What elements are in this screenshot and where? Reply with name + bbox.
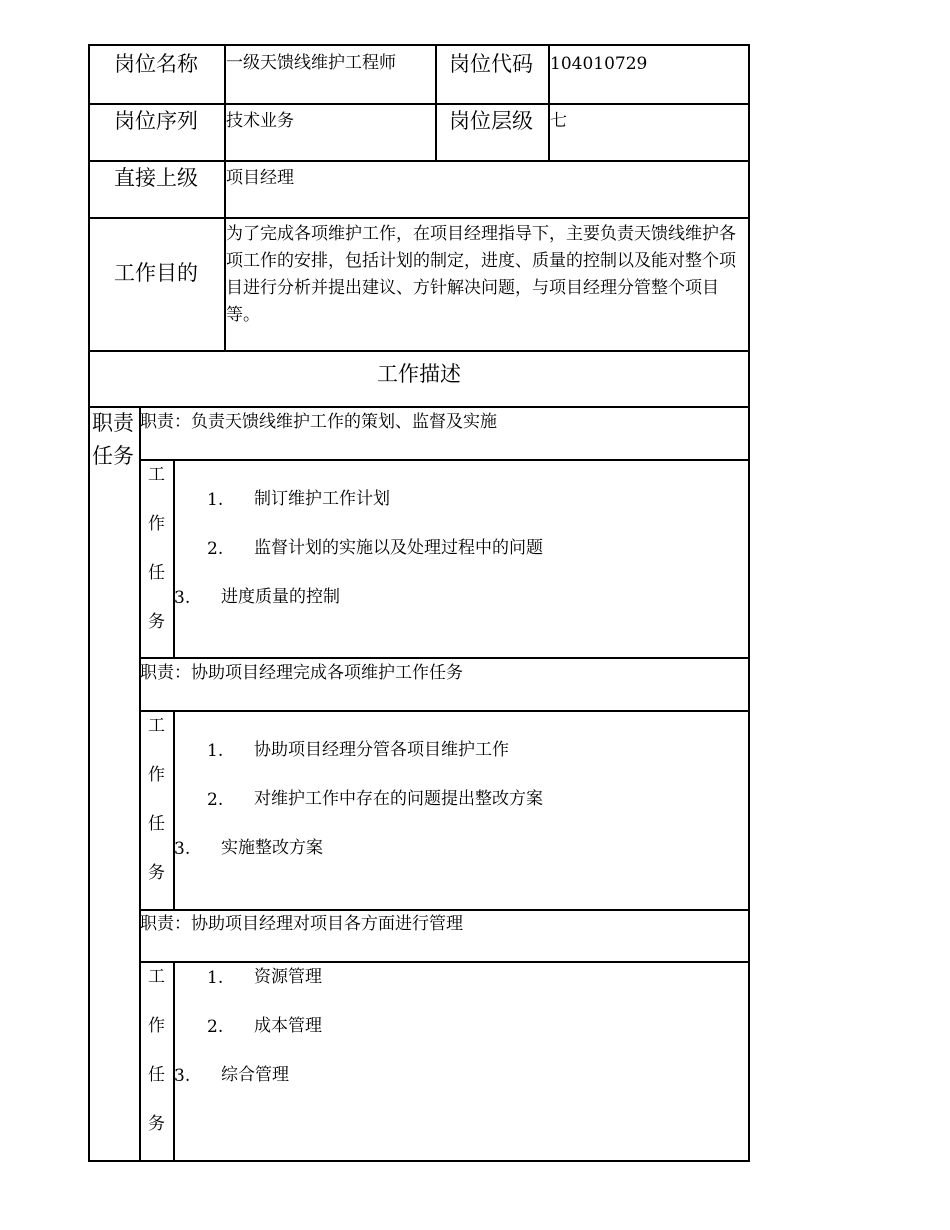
task-label-char: 务: [148, 612, 165, 632]
task-1-3-text: 进度质量的控制: [221, 587, 340, 607]
border-row1: [88, 103, 750, 105]
purpose-label: 工作目的: [114, 261, 198, 285]
border-left: [88, 44, 90, 1161]
task-label-char: 任: [148, 1065, 165, 1085]
border-row2: [88, 160, 750, 162]
border-task-label3: [173, 961, 175, 1161]
task-3-2-text: 成本管理: [254, 1016, 322, 1036]
task-1-2-num: 2.: [207, 539, 224, 559]
purpose-value: 为了完成各项维护工作，在项目经理指导下，主要负责天馈线维护各项工作的安排，包括计划的制定，进度、质量的控制以及能对整个项目进行分析并提出建议、方针解决问题，与项目经理分管整个项目等。: [226, 224, 736, 325]
border-tasks2: [139, 909, 750, 911]
task-1-1-num: 1.: [207, 490, 224, 510]
task-2-3-text: 实施整改方案: [221, 838, 323, 858]
supervisor-value: 项目经理: [226, 168, 294, 188]
task-label-char: 工: [148, 465, 165, 485]
side-label-line2: 任务: [92, 444, 134, 468]
border-top: [88, 44, 750, 46]
border-row5: [88, 406, 750, 408]
border-side-col: [139, 406, 141, 1161]
side-label-line1: 职责: [92, 411, 134, 435]
task-label-char: 任: [148, 563, 165, 583]
task-2-2-text: 对维护工作中存在的问题提出整改方案: [254, 789, 543, 809]
border-duty3: [139, 961, 750, 963]
description-title: 工作描述: [377, 362, 461, 386]
post-name-value: 一级天馈线维护工程师: [226, 53, 396, 73]
border-task-label1: [173, 459, 175, 658]
task-1-3-num: 3.: [174, 588, 191, 608]
task-1-1-text: 制订维护工作计划: [254, 489, 390, 509]
task-1-2-text: 监督计划的实施以及处理过程中的问题: [254, 538, 543, 558]
task-3-1-num: 1.: [207, 968, 224, 988]
task-label-char: 作: [148, 514, 165, 534]
border-duty1: [139, 459, 750, 461]
border-bottom: [88, 1160, 750, 1162]
post-level-value: 七: [550, 111, 567, 131]
task-2-2-num: 2.: [207, 790, 224, 810]
border-row4: [88, 350, 750, 352]
task-2-3-num: 3.: [174, 839, 191, 859]
post-name-label: 岗位名称: [114, 52, 198, 76]
task-label-char: 任: [148, 814, 165, 834]
post-series-label: 岗位序列: [114, 109, 198, 133]
duty-1-title: 职责：负责天馈线维护工作的策划、监督及实施: [140, 412, 497, 432]
task-label-char: 务: [148, 863, 165, 883]
duty-2-title: 职责：协助项目经理完成各项维护工作任务: [140, 663, 463, 683]
post-code-value: 104010729: [550, 54, 648, 74]
task-2-1-num: 1.: [207, 741, 224, 761]
task-label-char: 工: [148, 716, 165, 736]
border-duty2: [139, 710, 750, 712]
supervisor-label: 直接上级: [114, 166, 198, 190]
border-mid-col: [435, 44, 437, 161]
border-row3: [88, 217, 750, 219]
task-label-char: 作: [148, 1016, 165, 1036]
post-code-label: 岗位代码: [449, 52, 533, 76]
duty-3-title: 职责：协助项目经理对项目各方面进行管理: [140, 914, 463, 934]
border-tasks1: [139, 657, 750, 659]
post-level-label: 岗位层级: [449, 109, 533, 133]
task-3-1-text: 资源管理: [254, 967, 322, 987]
task-3-3-num: 3.: [174, 1066, 191, 1086]
border-right: [748, 44, 750, 1161]
post-series-value: 技术业务: [226, 111, 294, 131]
border-task-label2: [173, 710, 175, 910]
task-3-3-text: 综合管理: [221, 1065, 289, 1085]
task-label-char: 作: [148, 765, 165, 785]
task-2-1-text: 协助项目经理分管各项目维护工作: [254, 740, 509, 760]
task-3-2-num: 2.: [207, 1017, 224, 1037]
task-label-char: 工: [148, 967, 165, 987]
task-label-char: 务: [148, 1114, 165, 1134]
